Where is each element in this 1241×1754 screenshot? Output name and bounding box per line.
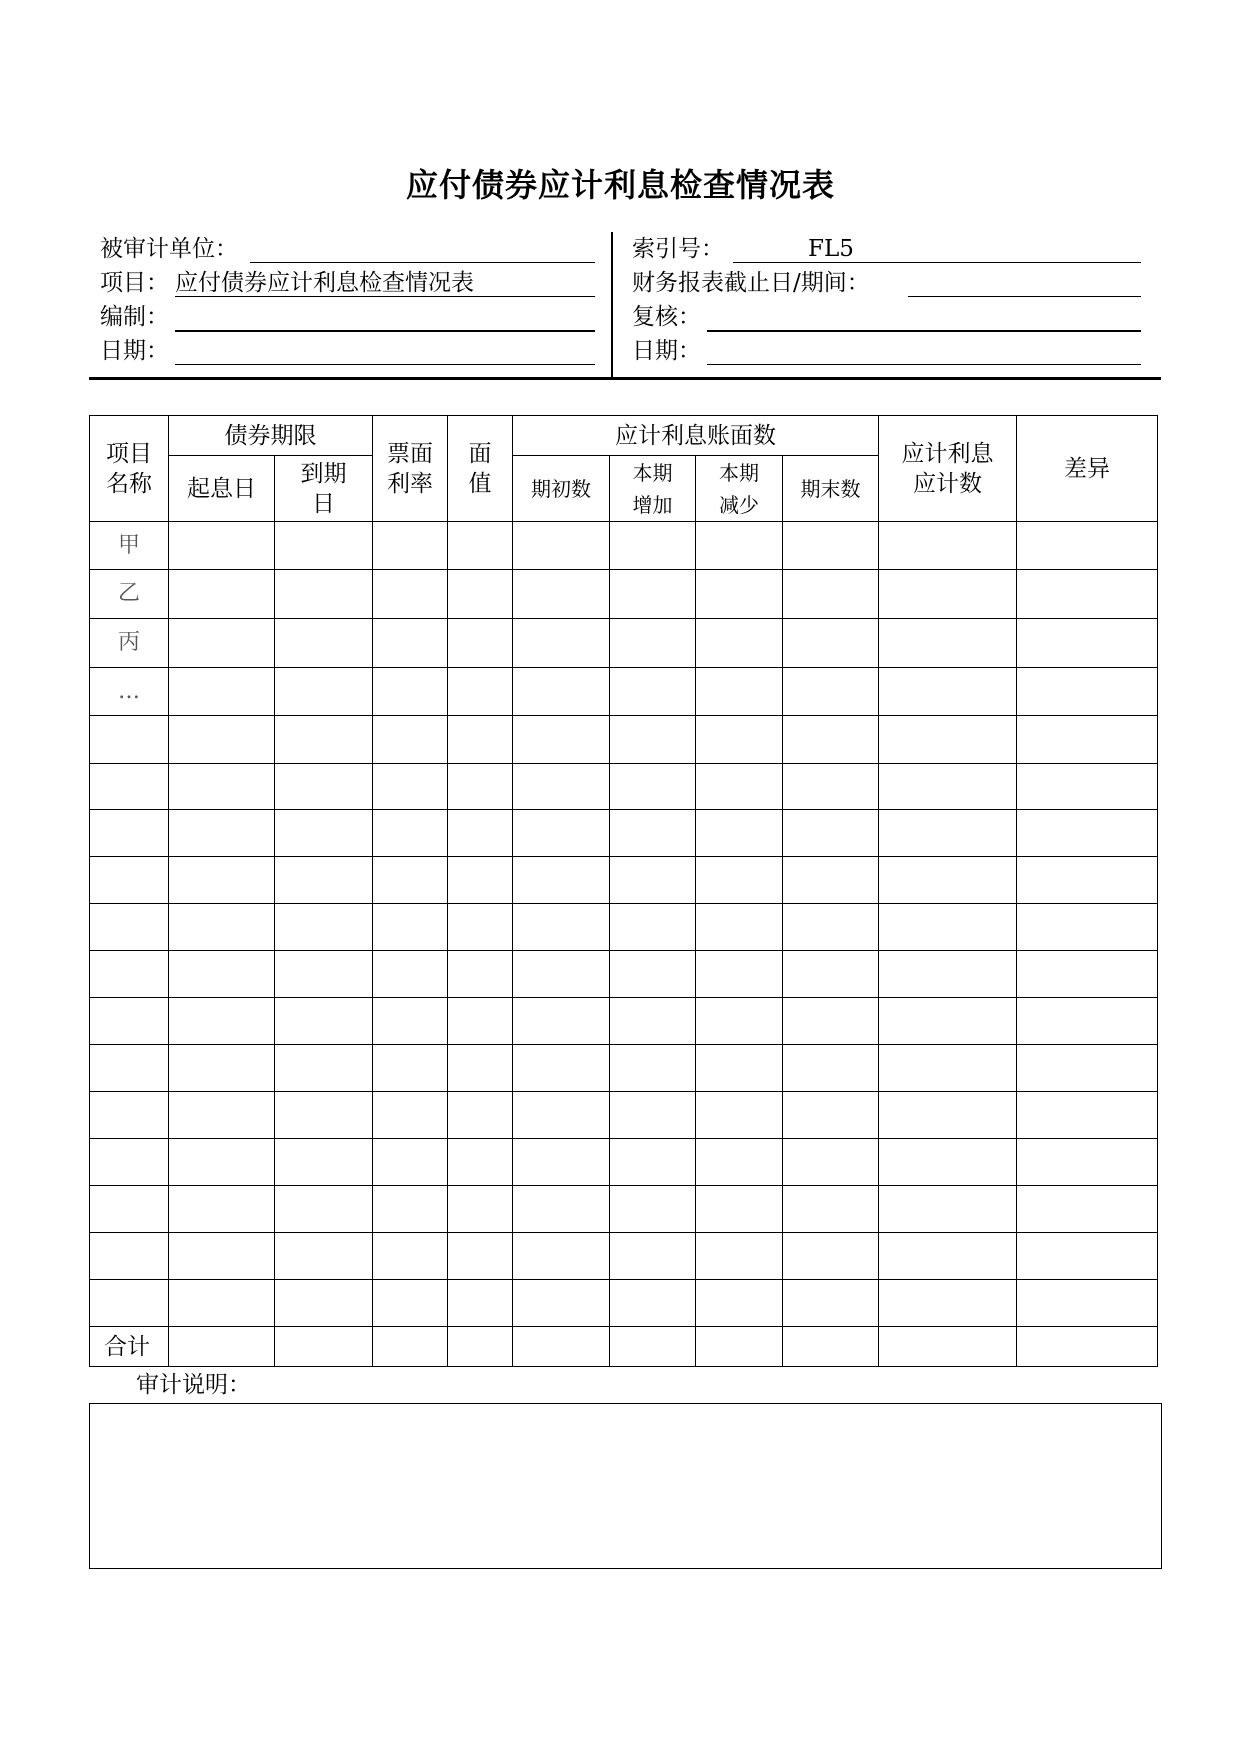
table-cell[interactable] [169, 522, 275, 570]
table-cell[interactable] [448, 998, 513, 1045]
header-start-date: 起息日 [169, 456, 275, 522]
table-cell[interactable] [1017, 570, 1158, 619]
table-cell[interactable] [275, 951, 373, 998]
table-cell[interactable] [90, 1280, 169, 1327]
header-decrease: 本期 减少 [696, 456, 783, 522]
table-row [90, 1233, 1158, 1280]
table-cell[interactable] [696, 1186, 783, 1233]
period-field-line [908, 296, 1141, 297]
page-title: 应付债券应计利息检查情况表 [405, 166, 835, 204]
table-cell[interactable] [1017, 619, 1158, 668]
table-cell[interactable] [513, 998, 610, 1045]
table-cell[interactable] [610, 951, 696, 998]
table-cell[interactable] [169, 716, 275, 764]
table-cell[interactable] [513, 570, 610, 619]
table-cell[interactable] [696, 1139, 783, 1186]
table-cell[interactable] [879, 1186, 1017, 1233]
table-cell[interactable] [169, 1233, 275, 1280]
table-row [90, 1092, 1158, 1139]
table-cell[interactable] [448, 1045, 513, 1092]
table-cell[interactable] [169, 570, 275, 619]
table-cell[interactable] [513, 522, 610, 570]
header-rule [89, 377, 1161, 380]
index-field[interactable]: FL5 [808, 236, 854, 262]
total-cell[interactable] [513, 1327, 610, 1367]
table-cell[interactable] [783, 764, 879, 810]
table-cell[interactable] [275, 857, 373, 904]
table-cell[interactable] [610, 1233, 696, 1280]
table-cell[interactable] [610, 716, 696, 764]
header-book-interest: 应计利息账面数 [513, 416, 879, 456]
table-cell[interactable] [373, 522, 448, 570]
table-cell[interactable] [513, 1233, 610, 1280]
table-cell[interactable] [448, 810, 513, 857]
table-cell[interactable] [90, 998, 169, 1045]
table-cell[interactable] [373, 1092, 448, 1139]
date-right-field-line [707, 364, 1141, 365]
table-cell[interactable] [783, 1045, 879, 1092]
table-cell[interactable] [1017, 522, 1158, 570]
total-cell[interactable] [275, 1327, 373, 1367]
table-cell[interactable] [90, 1139, 169, 1186]
table-cell[interactable] [373, 1280, 448, 1327]
table-cell[interactable] [879, 764, 1017, 810]
table-cell[interactable] [696, 1233, 783, 1280]
table-cell[interactable] [1017, 764, 1158, 810]
table-cell[interactable] [610, 1139, 696, 1186]
table-cell[interactable] [879, 857, 1017, 904]
table-cell[interactable] [783, 716, 879, 764]
table-cell[interactable] [373, 716, 448, 764]
table-cell[interactable] [373, 904, 448, 951]
review-field-line [707, 330, 1141, 332]
table-cell[interactable] [696, 668, 783, 716]
table-cell[interactable] [275, 810, 373, 857]
table-row [90, 570, 1158, 619]
table-cell[interactable] [696, 716, 783, 764]
table-cell[interactable] [696, 904, 783, 951]
table-cell[interactable] [1017, 1092, 1158, 1139]
table-cell[interactable] [90, 951, 169, 998]
table-cell[interactable] [169, 998, 275, 1045]
row-label[interactable]: 乙 [90, 570, 169, 619]
table-cell[interactable] [783, 1186, 879, 1233]
row-label[interactable]: … [90, 668, 169, 716]
table-cell[interactable] [373, 668, 448, 716]
table-cell[interactable] [783, 570, 879, 619]
table-cell[interactable] [169, 668, 275, 716]
total-cell[interactable] [448, 1327, 513, 1367]
table-cell[interactable] [90, 1186, 169, 1233]
table-cell[interactable] [373, 1186, 448, 1233]
table-cell[interactable] [879, 668, 1017, 716]
header-opening: 期初数 [513, 456, 610, 522]
table-row [90, 1186, 1158, 1233]
table-cell[interactable] [513, 1139, 610, 1186]
table-cell[interactable] [448, 1280, 513, 1327]
table-cell[interactable] [879, 904, 1017, 951]
table-row [90, 1280, 1158, 1327]
project-field[interactable]: 应付债券应计利息检查情况表 [175, 270, 474, 296]
table-cell[interactable] [513, 619, 610, 668]
table-cell[interactable] [275, 522, 373, 570]
prepared-field-line [175, 330, 595, 332]
table-cell[interactable] [783, 857, 879, 904]
table-cell[interactable] [1017, 998, 1158, 1045]
total-cell[interactable] [879, 1327, 1017, 1367]
table-cell[interactable] [275, 1186, 373, 1233]
table-cell[interactable] [513, 857, 610, 904]
table-cell[interactable] [696, 1280, 783, 1327]
table-cell[interactable] [448, 1139, 513, 1186]
total-cell[interactable] [373, 1327, 448, 1367]
table-cell[interactable] [169, 1139, 275, 1186]
table-cell[interactable] [275, 764, 373, 810]
project-label: 项目： [100, 270, 169, 296]
table-cell[interactable] [275, 998, 373, 1045]
header-face-value: 面 值 [448, 416, 513, 522]
date-left-field-line [175, 364, 595, 365]
table-cell[interactable] [1017, 857, 1158, 904]
table-cell[interactable] [373, 570, 448, 619]
table-cell[interactable] [610, 668, 696, 716]
table-cell[interactable] [275, 716, 373, 764]
table-cell[interactable] [90, 904, 169, 951]
table-cell[interactable] [879, 522, 1017, 570]
table-cell[interactable] [169, 951, 275, 998]
table-cell[interactable] [448, 857, 513, 904]
table-cell[interactable] [783, 522, 879, 570]
table-cell[interactable] [513, 810, 610, 857]
table-cell[interactable] [610, 522, 696, 570]
table-row [90, 857, 1158, 904]
table-cell[interactable] [879, 619, 1017, 668]
table-cell[interactable] [275, 570, 373, 619]
table-cell[interactable] [275, 904, 373, 951]
audited-unit-field-line [250, 262, 595, 263]
table-cell[interactable] [696, 619, 783, 668]
table-cell[interactable] [879, 1045, 1017, 1092]
table-row [90, 810, 1158, 857]
table-cell[interactable] [90, 1045, 169, 1092]
table-cell[interactable] [169, 1280, 275, 1327]
date-right-label: 日期： [632, 338, 701, 364]
total-cell[interactable] [783, 1327, 879, 1367]
index-field-line [733, 262, 1141, 263]
table-cell[interactable] [696, 522, 783, 570]
table-cell[interactable] [90, 1092, 169, 1139]
header-item-name: 项目 名称 [90, 416, 169, 522]
total-cell[interactable] [169, 1327, 275, 1367]
period-label: 财务报表截止日/期间： [632, 270, 870, 296]
table-cell[interactable] [610, 904, 696, 951]
table-cell[interactable] [513, 716, 610, 764]
table-cell[interactable] [879, 998, 1017, 1045]
table-cell[interactable] [696, 1045, 783, 1092]
table-cell[interactable] [879, 1092, 1017, 1139]
table-cell[interactable] [1017, 951, 1158, 998]
table-row [90, 668, 1158, 716]
table-cell[interactable] [90, 764, 169, 810]
table-cell[interactable] [169, 904, 275, 951]
table-cell[interactable] [275, 1139, 373, 1186]
table-cell[interactable] [448, 764, 513, 810]
table-cell[interactable] [513, 904, 610, 951]
table-cell[interactable] [879, 716, 1017, 764]
table-cell[interactable] [1017, 1233, 1158, 1280]
table-cell[interactable] [783, 951, 879, 998]
table-row [90, 716, 1158, 764]
interest-check-table [89, 415, 1158, 1367]
table-cell[interactable] [513, 1280, 610, 1327]
table-cell[interactable] [169, 1045, 275, 1092]
table-cell[interactable] [1017, 1280, 1158, 1327]
table-cell[interactable] [610, 764, 696, 810]
table-cell[interactable] [879, 1233, 1017, 1280]
table-row [90, 1139, 1158, 1186]
table-cell[interactable] [696, 951, 783, 998]
header-maturity-date: 到期 日 [275, 456, 373, 522]
audit-notes-label: 审计说明： [136, 1372, 251, 1398]
total-row [90, 1327, 1158, 1367]
table-cell[interactable] [448, 522, 513, 570]
table-cell[interactable] [373, 810, 448, 857]
table-cell[interactable] [275, 619, 373, 668]
table-cell[interactable] [373, 1139, 448, 1186]
table-cell[interactable] [783, 1092, 879, 1139]
prepared-label: 编制： [100, 304, 169, 330]
table-cell[interactable] [610, 1280, 696, 1327]
table-cell[interactable] [169, 619, 275, 668]
table-cell[interactable] [448, 904, 513, 951]
table-cell[interactable] [90, 857, 169, 904]
table-cell[interactable] [448, 716, 513, 764]
table-cell[interactable] [610, 1186, 696, 1233]
table-cell[interactable] [169, 810, 275, 857]
table-cell[interactable] [610, 1045, 696, 1092]
table-cell[interactable] [696, 810, 783, 857]
table-cell[interactable] [610, 619, 696, 668]
table-cell[interactable] [783, 1233, 879, 1280]
table-cell[interactable] [169, 1092, 275, 1139]
audited-unit-label: 被审计单位： [100, 236, 238, 262]
table-row [90, 998, 1158, 1045]
table-cell[interactable] [169, 1186, 275, 1233]
table-cell[interactable] [696, 570, 783, 619]
table-cell[interactable] [448, 570, 513, 619]
table-cell[interactable] [783, 904, 879, 951]
table-cell[interactable] [513, 1186, 610, 1233]
table-cell[interactable] [448, 619, 513, 668]
table-cell[interactable] [1017, 1045, 1158, 1092]
table-cell[interactable] [513, 668, 610, 716]
table-cell[interactable] [783, 619, 879, 668]
table-cell[interactable] [610, 857, 696, 904]
row-label[interactable]: 甲 [90, 522, 169, 570]
total-label: 合计 [90, 1327, 169, 1367]
table-row [90, 904, 1158, 951]
date-left-label: 日期： [100, 338, 169, 364]
table-cell[interactable] [448, 1186, 513, 1233]
header-coupon-rate: 票面 利率 [373, 416, 448, 522]
table-cell[interactable] [373, 951, 448, 998]
table-row [90, 764, 1158, 810]
table-cell[interactable] [783, 1139, 879, 1186]
table-cell[interactable] [275, 1092, 373, 1139]
table-cell[interactable] [696, 857, 783, 904]
table-cell[interactable] [513, 1045, 610, 1092]
table-cell[interactable] [879, 1280, 1017, 1327]
table-cell[interactable] [373, 619, 448, 668]
table-cell[interactable] [448, 951, 513, 998]
table-row [90, 619, 1158, 668]
table-cell[interactable] [696, 764, 783, 810]
table-cell[interactable] [783, 998, 879, 1045]
table-cell[interactable] [373, 1045, 448, 1092]
table-cell[interactable] [783, 1280, 879, 1327]
header-bond-term: 债券期限 [169, 416, 373, 456]
table-cell[interactable] [169, 857, 275, 904]
header-should-accrue: 应计利息 应计数 [879, 416, 1017, 522]
table-cell[interactable] [879, 810, 1017, 857]
table-cell[interactable] [1017, 1139, 1158, 1186]
review-label: 复核： [632, 304, 701, 330]
table-row [90, 951, 1158, 998]
table-cell[interactable] [448, 1233, 513, 1280]
table-cell[interactable] [696, 998, 783, 1045]
table-cell[interactable] [696, 1092, 783, 1139]
table-cell[interactable] [373, 764, 448, 810]
header-increase: 本期 增加 [610, 456, 696, 522]
table-row [90, 1045, 1158, 1092]
table-cell[interactable] [610, 570, 696, 619]
table-cell[interactable] [448, 1092, 513, 1139]
table-cell[interactable] [90, 716, 169, 764]
table-cell[interactable] [275, 1280, 373, 1327]
audit-notes-box[interactable] [89, 1403, 1162, 1569]
table-cell[interactable] [275, 668, 373, 716]
table-cell[interactable] [1017, 668, 1158, 716]
table-cell[interactable] [373, 1233, 448, 1280]
header-difference: 差异 [1017, 416, 1158, 522]
total-cell[interactable] [610, 1327, 696, 1367]
header-divider [611, 232, 613, 378]
table-cell[interactable] [879, 951, 1017, 998]
table-cell[interactable] [1017, 810, 1158, 857]
table-cell[interactable] [879, 570, 1017, 619]
total-cell[interactable] [1017, 1327, 1158, 1367]
table-cell[interactable] [879, 1139, 1017, 1186]
table-cell[interactable] [275, 1045, 373, 1092]
row-label[interactable]: 丙 [90, 619, 169, 668]
table-cell[interactable] [373, 998, 448, 1045]
table-cell[interactable] [1017, 716, 1158, 764]
table-cell[interactable] [610, 998, 696, 1045]
table-cell[interactable] [275, 1233, 373, 1280]
table-cell[interactable] [373, 857, 448, 904]
table-cell[interactable] [513, 1092, 610, 1139]
table-row [90, 522, 1158, 570]
table-cell[interactable] [610, 1092, 696, 1139]
table-cell[interactable] [1017, 904, 1158, 951]
index-label: 索引号： [632, 236, 724, 262]
total-cell[interactable] [696, 1327, 783, 1367]
table-cell[interactable] [513, 764, 610, 810]
table-cell[interactable] [1017, 1186, 1158, 1233]
header-closing: 期末数 [783, 456, 879, 522]
table-cell[interactable] [783, 668, 879, 716]
table-cell[interactable] [610, 810, 696, 857]
table-cell[interactable] [90, 1233, 169, 1280]
table-cell[interactable] [448, 668, 513, 716]
table-cell[interactable] [169, 764, 275, 810]
table-cell[interactable] [90, 810, 169, 857]
table-cell[interactable] [783, 810, 879, 857]
table-cell[interactable] [513, 951, 610, 998]
